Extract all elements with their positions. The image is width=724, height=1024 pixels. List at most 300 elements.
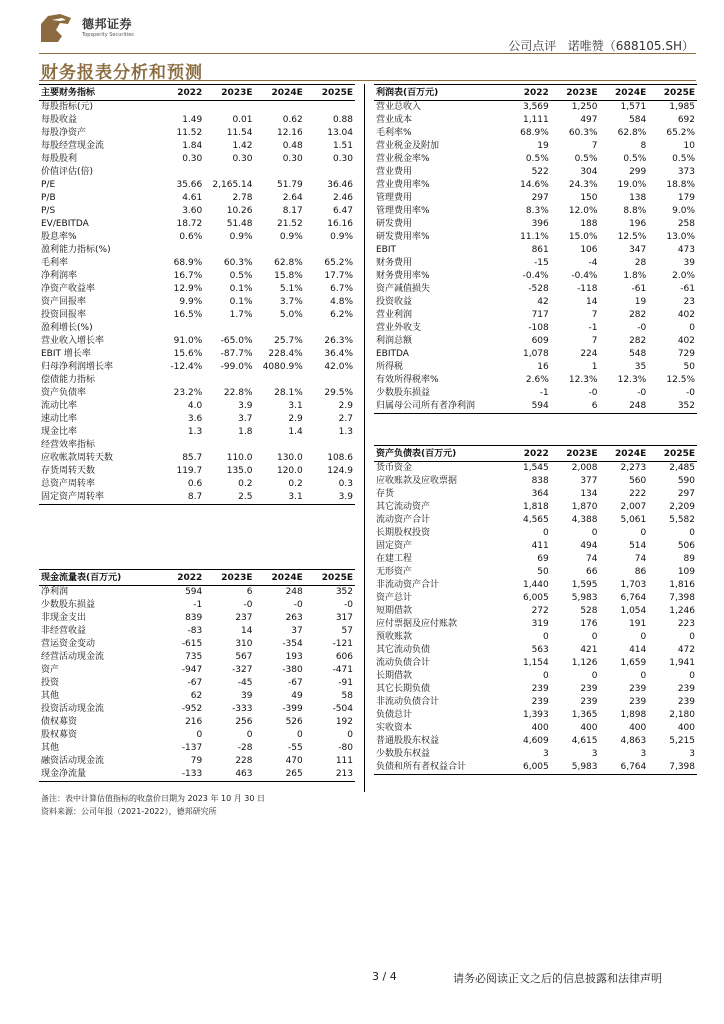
value-cell: 0.30 <box>232 154 253 164</box>
value-cell: 473 <box>677 245 695 255</box>
value-cell: 5.1% <box>279 284 303 294</box>
value-cell: 1.3 <box>187 427 203 437</box>
value-cell <box>154 244 204 257</box>
row-label-cell: 长期股权投资 <box>376 528 431 538</box>
value-cell: 560 <box>629 476 647 486</box>
value-cell: 2.64 <box>282 193 303 203</box>
value-cell: 19.0% <box>617 180 647 190</box>
value-cell: 3.60 <box>182 206 203 216</box>
value-cell: 69 <box>537 554 549 564</box>
value-cell: 51.48 <box>226 219 253 229</box>
row-label-cell: 应收账款及应收票据 <box>376 476 458 486</box>
value-cell: 86 <box>634 567 647 577</box>
value-cell: 0.30 <box>182 154 203 164</box>
table-row <box>39 413 355 426</box>
value-cell: 60.3% <box>223 258 253 268</box>
value-cell: 1.8% <box>623 271 647 281</box>
value-cell: 239 <box>629 697 647 707</box>
value-cell: 3 <box>640 749 647 759</box>
value-cell: 213 <box>305 768 355 782</box>
value-cell: 0 <box>689 671 695 681</box>
value-cell: 62.8% <box>617 128 647 138</box>
value-cell: 12.3% <box>568 375 598 385</box>
row-label-cell: 净利润 <box>41 587 69 597</box>
row-label-cell: 少数股东权益 <box>376 749 431 759</box>
value-cell: 1.42 <box>232 141 253 151</box>
value-cell: 18.8% <box>666 180 695 190</box>
value-cell: 42.0% <box>324 362 353 372</box>
value-cell: -61 <box>680 284 695 294</box>
year-header-cell: 2022 <box>502 85 551 101</box>
table-row <box>374 322 697 335</box>
table-row <box>374 735 697 748</box>
table-row <box>39 452 355 465</box>
value-cell: 5,061 <box>620 515 647 525</box>
value-cell <box>204 101 254 115</box>
value-cell: 5,983 <box>571 593 598 603</box>
row-label-cell: 营业利润 <box>376 310 413 320</box>
table-header-row <box>39 85 355 101</box>
value-cell <box>154 166 204 179</box>
row-label-cell: 资产减值损失 <box>376 284 431 294</box>
table-row <box>39 478 355 491</box>
row-label-cell: 融资活动现金流 <box>41 756 105 766</box>
table-row <box>374 514 697 527</box>
value-cell: 0 <box>640 671 647 681</box>
value-cell: -118 <box>577 284 598 294</box>
row-label-cell: 应付票据及应付账款 <box>376 619 458 629</box>
value-cell: -327 <box>232 665 253 675</box>
value-cell: 506 <box>677 541 695 551</box>
value-cell: 0.30 <box>282 154 303 164</box>
table-title-cell: 主要财务指标 <box>39 85 154 101</box>
table-row <box>374 296 697 309</box>
value-cell: 352 <box>648 400 697 414</box>
row-label-cell: 管理费用 <box>376 193 413 203</box>
table-row <box>39 742 355 755</box>
value-cell: 3.9 <box>238 401 253 411</box>
value-cell: 1.4 <box>288 427 303 437</box>
row-label-cell: 每股净资产 <box>41 128 87 138</box>
value-cell: -91 <box>338 678 353 688</box>
row-label-cell: 少数股东损益 <box>376 388 431 398</box>
value-cell: 514 <box>629 541 647 551</box>
table-row <box>39 612 355 625</box>
value-cell: 0 <box>689 323 695 333</box>
row-label-cell: 归属母公司所有者净利润 <box>374 400 502 414</box>
table-row <box>39 716 355 729</box>
value-cell: 0.5% <box>623 154 647 164</box>
value-cell: 239 <box>580 697 598 707</box>
value-cell: 0.62 <box>282 115 303 125</box>
year-header-cell: 2024E <box>255 570 305 586</box>
row-label-cell: 速动比率 <box>41 414 78 424</box>
value-cell: 282 <box>629 336 647 346</box>
value-cell: -67 <box>187 678 203 688</box>
row-label-cell: 盈利增长(%) <box>41 323 93 333</box>
row-label-cell: 营业成本 <box>376 115 413 125</box>
row-label-cell: 固定资产 <box>376 541 413 551</box>
row-label-cell: EBIT 增长率 <box>41 349 91 359</box>
row-label-cell: 所得税 <box>376 362 404 372</box>
value-cell: 1,078 <box>522 349 549 359</box>
row-label-cell: 股权募资 <box>41 730 78 740</box>
value-cell: -0 <box>588 388 598 398</box>
row-label-cell: 负债总计 <box>376 710 413 720</box>
value-cell: 14 <box>586 297 598 307</box>
value-cell: 1,659 <box>620 658 647 668</box>
value-cell: 377 <box>580 476 598 486</box>
value-cell: -0.4% <box>522 271 549 281</box>
value-cell: 0 <box>297 730 303 740</box>
value-cell: 29.5% <box>324 388 353 398</box>
value-cell: 3.1 <box>255 491 305 505</box>
value-cell: -28 <box>237 743 253 753</box>
table-row <box>374 475 697 488</box>
value-cell: -0 <box>637 388 647 398</box>
row-label-cell: P/B <box>41 193 56 203</box>
valuation-note: 备注：表中计算估值指标的收盘价日期为 2023 年 10 月 30 日 <box>41 794 265 803</box>
table-row <box>374 361 697 374</box>
value-cell: 192 <box>335 717 353 727</box>
value-cell <box>204 322 254 335</box>
table-row <box>374 114 697 127</box>
value-cell: 594 <box>502 400 551 414</box>
value-cell: 222 <box>629 489 647 499</box>
value-cell: -947 <box>181 665 203 675</box>
value-cell: 497 <box>580 115 598 125</box>
value-cell: 0.5% <box>525 154 549 164</box>
value-cell: 37 <box>291 626 303 636</box>
main-indicators-table <box>39 84 355 505</box>
row-label-cell: 流动比率 <box>41 401 78 411</box>
value-cell: 19 <box>634 297 647 307</box>
value-cell: 5,983 <box>551 761 600 775</box>
year-header-cell: 2022 <box>154 85 204 101</box>
table-row <box>374 387 697 400</box>
table-row <box>374 722 697 735</box>
value-cell: 1,054 <box>620 606 647 616</box>
row-label-cell: 每股股利 <box>41 154 78 164</box>
value-cell: 402 <box>677 310 695 320</box>
value-cell: 19 <box>537 141 549 151</box>
row-label-cell: P/S <box>41 206 56 216</box>
value-cell: 17.7% <box>324 271 353 281</box>
value-cell: 108.6 <box>327 453 353 463</box>
value-cell: 68.9% <box>520 128 549 138</box>
value-cell: 16.16 <box>327 219 353 229</box>
value-cell: 5,215 <box>669 736 695 746</box>
table-row <box>374 270 697 283</box>
table-row <box>39 361 355 374</box>
row-label-cell: 财务费用率% <box>376 271 430 281</box>
table-row <box>374 709 697 722</box>
value-cell <box>204 439 254 452</box>
value-cell: 2,165.14 <box>212 180 253 190</box>
value-cell: 8.17 <box>282 206 303 216</box>
value-cell: 522 <box>531 167 549 177</box>
value-cell: 265 <box>255 768 305 782</box>
table-row <box>39 179 355 192</box>
value-cell: 15.6% <box>173 349 203 359</box>
table-row <box>374 631 697 644</box>
value-cell: 176 <box>580 619 598 629</box>
value-cell: 228.4% <box>268 349 303 359</box>
value-cell: 256 <box>235 717 253 727</box>
value-cell: 4,863 <box>620 736 647 746</box>
value-cell: -0 <box>293 600 303 610</box>
table-row <box>39 677 355 690</box>
value-cell: 5,582 <box>669 515 695 525</box>
table-row <box>374 488 697 501</box>
value-cell: 0.5% <box>229 271 253 281</box>
value-cell: 5.0% <box>279 310 303 320</box>
table-row <box>39 218 355 231</box>
row-label-cell: 存货周转天数 <box>41 466 96 476</box>
value-cell: 39 <box>241 691 253 701</box>
value-cell: 0.9% <box>229 232 253 242</box>
value-cell: -1 <box>539 388 549 398</box>
value-cell: -12.4% <box>170 362 203 372</box>
value-cell: -952 <box>181 704 203 714</box>
year-header-cell: 2025E <box>648 446 697 462</box>
value-cell: 735 <box>185 652 203 662</box>
value-cell: 62 <box>190 691 203 701</box>
row-label-cell: 存货 <box>376 489 395 499</box>
row-label-cell: 流动资产合计 <box>376 515 431 525</box>
value-cell <box>204 374 254 387</box>
row-label-cell: EBIT <box>376 245 397 255</box>
value-cell: 130.0 <box>276 453 303 463</box>
value-cell: 1,818 <box>522 502 549 512</box>
table-row <box>374 683 697 696</box>
table-row <box>374 205 697 218</box>
value-cell: 0 <box>591 528 598 538</box>
row-label-cell: 非流动负债合计 <box>376 697 440 707</box>
value-cell: 304 <box>580 167 598 177</box>
value-cell: 50 <box>537 567 549 577</box>
value-cell: 317 <box>335 613 353 623</box>
value-cell <box>154 439 204 452</box>
row-label-cell: 毛利率 <box>41 258 69 268</box>
row-label-cell: 其他 <box>41 691 60 701</box>
value-cell: 1.84 <box>182 141 203 151</box>
value-cell: 0 <box>196 730 203 740</box>
value-cell: 138 <box>629 193 647 203</box>
value-cell: 414 <box>629 645 647 655</box>
value-cell: 472 <box>677 645 695 655</box>
year-header-cell: 2024E <box>600 85 649 101</box>
row-label-cell: 资产负债率 <box>41 388 87 398</box>
value-cell: -4 <box>588 258 598 268</box>
value-cell: 606 <box>335 652 353 662</box>
table-row <box>39 114 355 127</box>
row-label-cell: 盈利能力指标(%) <box>41 245 111 255</box>
section-title: 财务报表分析和预测 <box>41 63 203 83</box>
value-cell: 6 <box>246 587 253 597</box>
table-row <box>374 644 697 657</box>
value-cell: 717 <box>531 310 549 320</box>
value-cell: 3.7 <box>238 414 253 424</box>
value-cell: 12.5% <box>617 232 647 242</box>
table-row <box>374 670 697 683</box>
value-cell: 13.0% <box>666 232 695 242</box>
value-cell: 421 <box>580 645 598 655</box>
table-header-row <box>374 85 697 101</box>
value-cell: 1,545 <box>522 463 549 473</box>
value-cell: 0 <box>543 671 549 681</box>
value-cell: 0 <box>246 730 253 740</box>
value-cell: 567 <box>235 652 253 662</box>
table-row <box>39 400 355 413</box>
table-row <box>374 400 697 414</box>
value-cell: 35.66 <box>176 180 203 190</box>
value-cell: 224 <box>580 349 598 359</box>
table-row <box>39 638 355 651</box>
value-cell: 2.5 <box>204 491 254 505</box>
value-cell: 396 <box>531 219 549 229</box>
value-cell: -528 <box>528 284 549 294</box>
value-cell: 9.9% <box>179 297 203 307</box>
value-cell: 13.04 <box>327 128 353 138</box>
value-cell: -55 <box>288 743 303 753</box>
value-cell: 411 <box>531 541 549 551</box>
row-label-cell: 营运资金变动 <box>41 639 96 649</box>
value-cell <box>305 374 355 387</box>
table-row <box>39 296 355 309</box>
value-cell: 191 <box>629 619 647 629</box>
table-row <box>374 462 697 476</box>
table-row <box>374 761 697 775</box>
row-label-cell: 财务费用 <box>376 258 413 268</box>
table-row <box>374 218 697 231</box>
value-cell: 1.49 <box>182 115 203 125</box>
value-cell: 373 <box>677 167 695 177</box>
value-cell: 0 <box>591 671 598 681</box>
row-label-cell: 经营活动现金流 <box>41 652 105 662</box>
value-cell: 79 <box>190 756 203 766</box>
value-cell: -504 <box>332 704 353 714</box>
value-cell: 6,764 <box>600 761 649 775</box>
value-cell: 6.47 <box>332 206 353 216</box>
table-row <box>39 755 355 768</box>
value-cell <box>204 244 254 257</box>
table-row <box>39 153 355 166</box>
value-cell: 729 <box>677 349 695 359</box>
table-row <box>39 690 355 703</box>
value-cell: 2.78 <box>232 193 253 203</box>
value-cell: 3.1 <box>288 401 303 411</box>
row-label-cell: 固定资产周转率 <box>39 491 154 505</box>
value-cell: -0 <box>243 600 253 610</box>
table-row <box>374 283 697 296</box>
value-cell: 297 <box>677 489 695 499</box>
value-cell: 216 <box>185 717 203 727</box>
table-row <box>39 270 355 283</box>
value-cell: 0.1% <box>229 297 253 307</box>
value-cell: 66 <box>586 567 598 577</box>
row-label-cell: 投资 <box>41 678 60 688</box>
row-label-cell: 非经营收益 <box>41 626 87 636</box>
row-label-cell: 每股收益 <box>41 115 78 125</box>
value-cell: 258 <box>677 219 695 229</box>
table-row <box>374 153 697 166</box>
company-logo <box>38 12 198 46</box>
value-cell: 237 <box>235 613 253 623</box>
value-cell: 239 <box>629 684 647 694</box>
row-label-cell: 投资回报率 <box>41 310 87 320</box>
value-cell: 1,870 <box>571 502 598 512</box>
table-row <box>374 231 697 244</box>
table-row <box>374 618 697 631</box>
row-label-cell: 其它流动资产 <box>376 502 431 512</box>
table-row <box>39 335 355 348</box>
value-cell: 1,703 <box>620 580 647 590</box>
row-label-cell: 无形资产 <box>376 567 413 577</box>
table-row <box>39 729 355 742</box>
table-row <box>39 768 355 782</box>
value-cell: 7 <box>591 310 598 320</box>
value-cell <box>305 322 355 335</box>
logo-english-name: Topsperity Securities <box>82 32 134 38</box>
value-cell: 526 <box>285 717 303 727</box>
row-label-cell: 资产回报率 <box>41 297 87 307</box>
row-label-cell: 营业税金率% <box>376 154 430 164</box>
row-label-cell: 毛利率% <box>376 128 412 138</box>
value-cell: 8 <box>640 141 647 151</box>
value-cell <box>154 101 204 115</box>
row-label-cell: 有效所得税率% <box>376 375 439 385</box>
row-label-cell: 营业税金及附加 <box>376 141 440 151</box>
table-row <box>374 696 697 709</box>
table-row <box>374 166 697 179</box>
value-cell: 65.2% <box>666 128 695 138</box>
value-cell: 1,365 <box>571 710 598 720</box>
row-label-cell: 每股经营现金流 <box>41 141 105 151</box>
cash-flow-table <box>39 569 355 782</box>
value-cell: 10.26 <box>226 206 253 216</box>
value-cell: 0.2 <box>238 479 253 489</box>
value-cell: 2,273 <box>620 463 647 473</box>
table-row <box>374 257 697 270</box>
value-cell: 74 <box>634 554 647 564</box>
year-header-cell: 2025E <box>305 85 355 101</box>
value-cell: 0.48 <box>282 141 303 151</box>
value-cell: 2.9 <box>288 414 303 424</box>
year-header-cell: 2024E <box>255 85 305 101</box>
value-cell <box>154 322 204 335</box>
table-row <box>374 348 697 361</box>
value-cell: -0 <box>344 600 353 610</box>
value-cell: -99.0% <box>220 362 253 372</box>
logo-chinese-name: 德邦证券 <box>82 17 133 31</box>
value-cell: 124.9 <box>327 466 353 476</box>
value-cell: 3.9 <box>305 491 355 505</box>
table-row <box>39 651 355 664</box>
value-cell: -83 <box>187 626 203 636</box>
value-cell: 0 <box>689 632 695 642</box>
value-cell: 8.3% <box>525 206 549 216</box>
row-label-cell: 少数股东损益 <box>41 600 96 610</box>
value-cell: -333 <box>232 704 253 714</box>
value-cell: 0 <box>543 632 549 642</box>
value-cell: 1.7% <box>229 310 253 320</box>
value-cell: 228 <box>235 756 253 766</box>
value-cell: 51.79 <box>276 180 303 190</box>
value-cell: 494 <box>580 541 598 551</box>
row-label-cell: 应收帐款周转天数 <box>41 453 114 463</box>
row-label-cell: 总资产周转率 <box>41 479 96 489</box>
